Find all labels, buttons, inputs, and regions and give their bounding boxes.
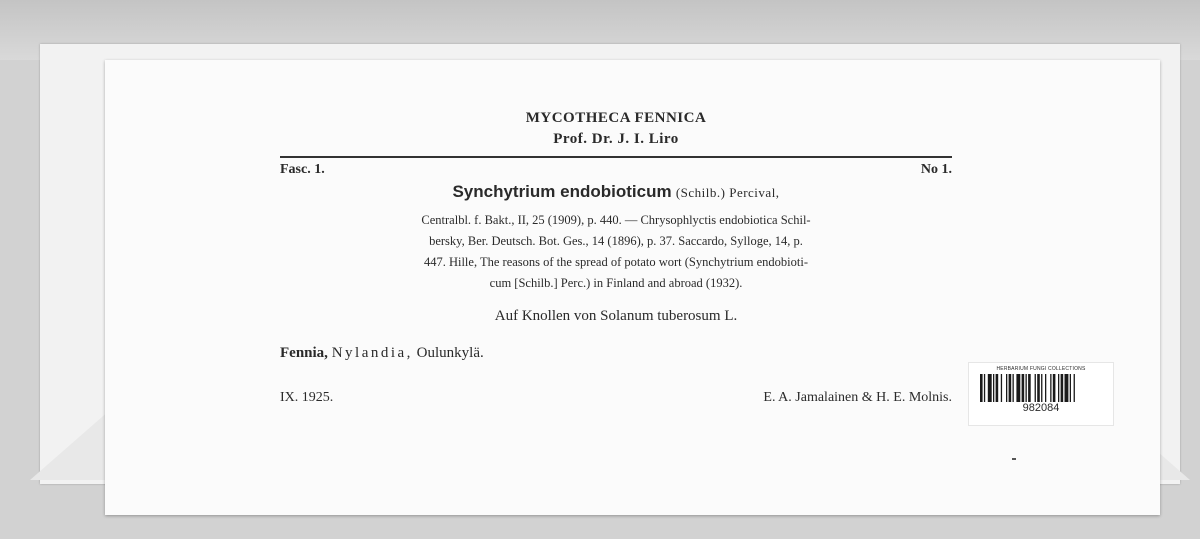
fascicle-row [280, 162, 952, 178]
barcode-bar [980, 374, 983, 402]
barcode-bar [1065, 374, 1069, 402]
barcode-bar [1053, 374, 1056, 402]
barcode-bar [1016, 374, 1020, 402]
species-name: Synchytrium endobioticum [452, 182, 672, 201]
specimen-number: No 1. [920, 162, 952, 177]
barcode-bar [988, 374, 992, 402]
reference-line: bersky, Ber. Deutsch. Bot. Ges., 14 (1896), p. 37. Saccardo, Sylloge, 14, p. [429, 234, 803, 248]
barcode-bar [1035, 374, 1036, 402]
barcode-bar [1058, 374, 1059, 402]
barcode-bar [1001, 374, 1002, 402]
barcode-institution: HERBARIUM FUNGI COLLECTIONS [996, 366, 1086, 372]
specimen-label [280, 108, 952, 406]
locality-place: Oulunkylä. [416, 345, 484, 361]
barcode-bar [1026, 374, 1027, 402]
host-line: Auf Knollen von Solanum tuberosum L. [494, 308, 738, 324]
collection-date: IX. 1925. [280, 390, 334, 405]
barcode-number: 982084 [1022, 402, 1060, 414]
barcode-bar [1013, 374, 1014, 402]
barcode-bar [993, 374, 994, 402]
barcode-bar [984, 374, 985, 402]
envelope-flap-left [30, 410, 110, 480]
locality-line [280, 345, 952, 362]
references [280, 210, 952, 294]
barcode-bars [978, 374, 1104, 402]
barcode-bar [1028, 374, 1031, 402]
reference-line: 447. Hille, The reasons of the spread of potato wort (Synchytrium endobioti- [423, 255, 809, 269]
collectors: E. A. Jamalainen & H. E. Molnis. [763, 390, 952, 405]
locality-province: Nylandia, [331, 345, 413, 361]
barcode-bar [1037, 374, 1040, 402]
barcode-bar [1070, 374, 1071, 402]
divider [280, 156, 952, 158]
header-editor: Prof. Dr. J. I. Liro [553, 131, 679, 147]
barcode-bar [1006, 374, 1007, 402]
species-line [280, 182, 952, 202]
species-author: (Schilb.) Percival, [675, 185, 780, 200]
fascicle: Fasc. 1. [280, 162, 325, 177]
locality-country: Fennia, [280, 345, 328, 361]
barcode-bar [1074, 374, 1075, 402]
barcode-label [968, 362, 1114, 426]
reference-line: Centralbl. f. Bakt., II, 25 (1909), p. 440. — Chrysophlyctis endobiotica Schil- [421, 213, 811, 227]
barcode-bar [1022, 374, 1025, 402]
reference-line: cum [Schilb.] Perc.) in Finland and abroad (1932). [489, 276, 743, 290]
barcode-bar [1050, 374, 1051, 402]
speck [1012, 458, 1016, 460]
barcode-bar [996, 374, 999, 402]
header-title: MYCOTHECA FENNICA [525, 110, 707, 126]
barcode-bar [1045, 374, 1046, 402]
collection-row [280, 390, 952, 406]
barcode-bar [1041, 374, 1042, 402]
barcode-bar [1061, 374, 1064, 402]
barcode-bar [1009, 374, 1012, 402]
